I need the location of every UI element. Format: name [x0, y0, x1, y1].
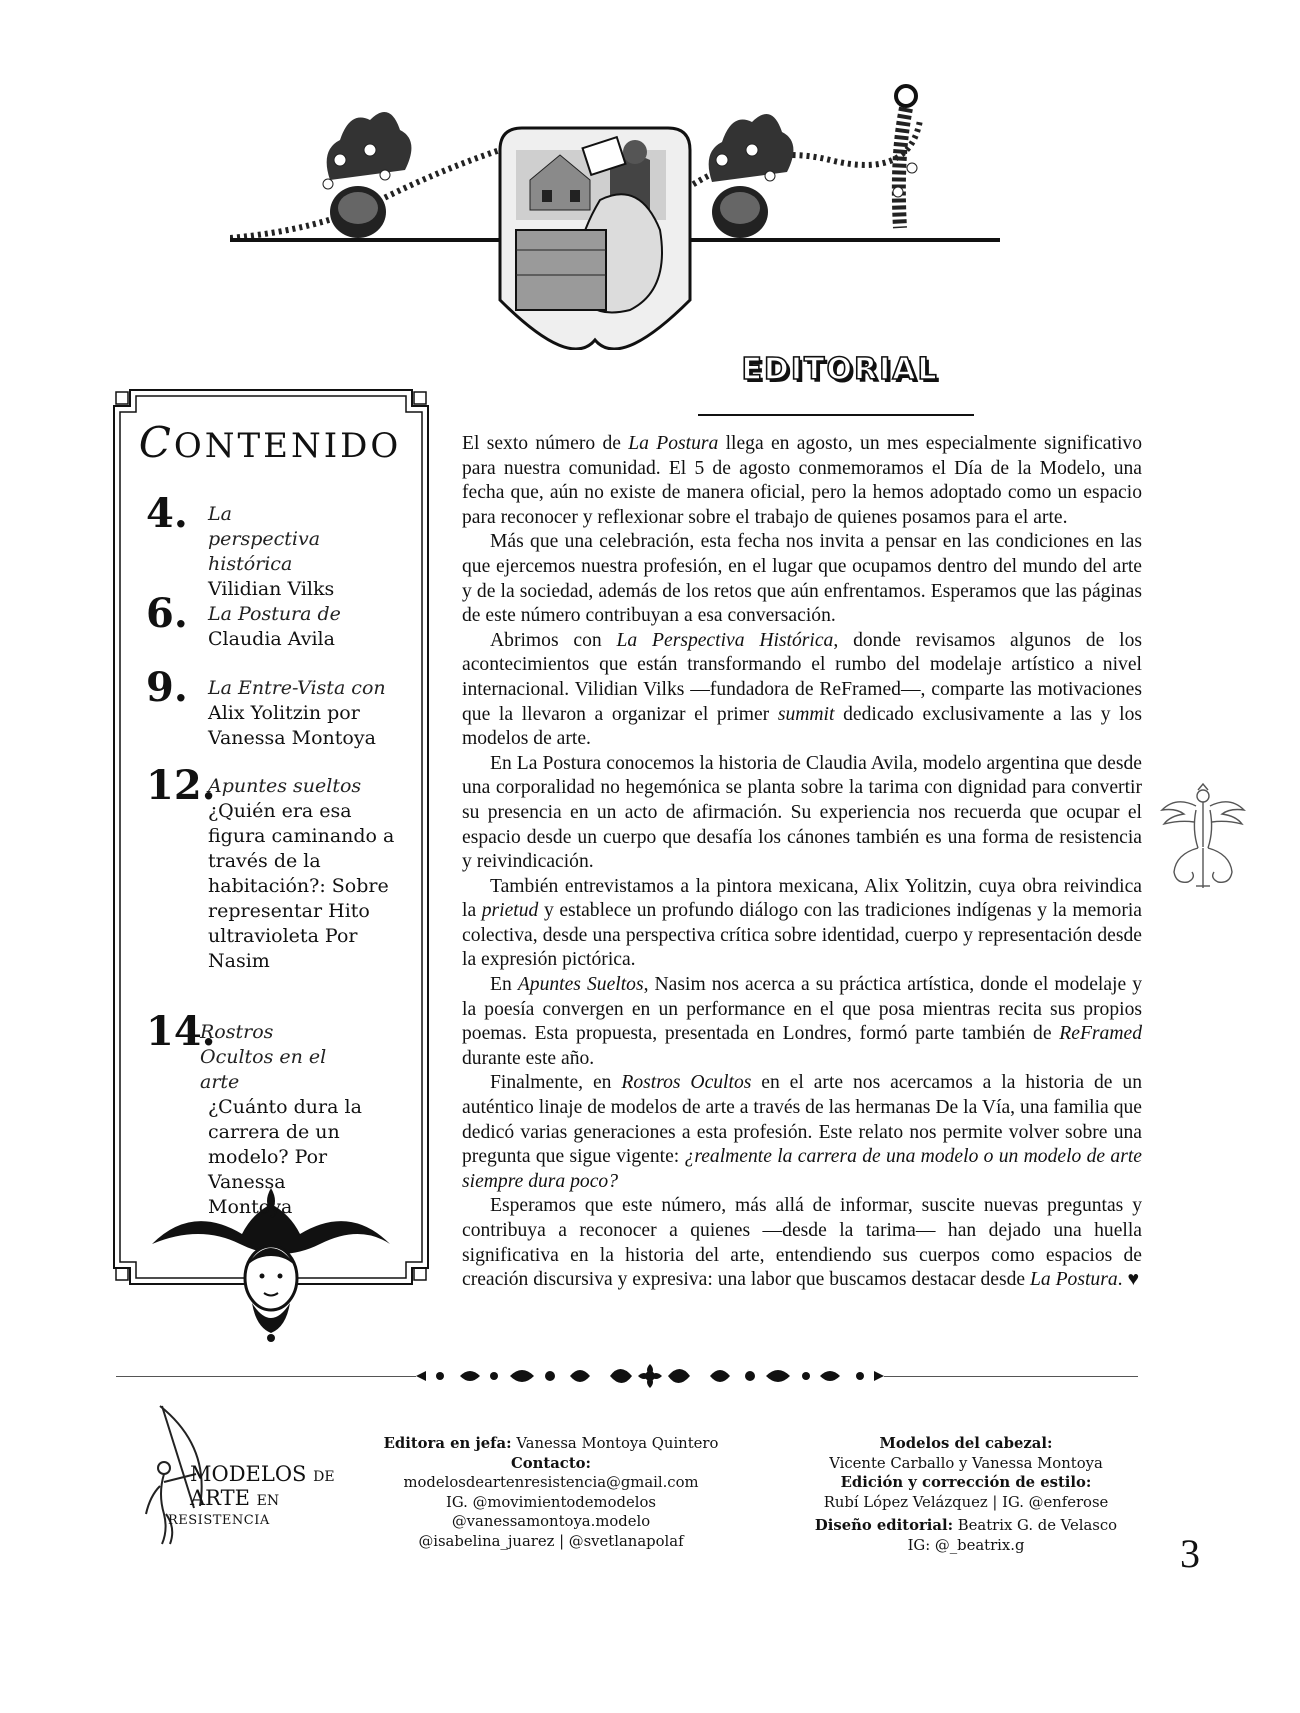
- contact-instagram-3[interactable]: @isabelina_juarez | @svetlanapolaf: [418, 1532, 684, 1550]
- contents-title-rest: ONTENIDO: [173, 426, 402, 466]
- entry-body: [208, 774, 418, 974]
- contents-title: [120, 418, 420, 467]
- entry-section-title: La perspectiva histórica: [208, 503, 321, 575]
- contact-instagram-1[interactable]: IG. @movimientodemodelos: [446, 1493, 656, 1511]
- editorial-title-rule: [698, 414, 974, 416]
- editorial-article: [462, 432, 1142, 1293]
- logo-text-de: DE: [313, 1469, 335, 1485]
- entry-body: [200, 1020, 418, 1220]
- entry-subtitle: Alix Yolitzin por Vanessa Montoya: [208, 702, 376, 749]
- entry-page-number: 4.: [146, 490, 188, 537]
- entry-section-title: Rostros Ocultos en el arte: [200, 1021, 327, 1093]
- contact-email[interactable]: modelosdeartenresistencia@gmail.com: [403, 1474, 699, 1491]
- entry-subtitle: Claudia Avila: [208, 628, 335, 650]
- article-paragraph: En Apuntes Sueltos, Nasim nos acerca a su práctica artística, donde el modelaje y la poesía convergen en un performance en el que posa mientras recita sus propios poemas. Esta propuesta, presentada en Londres, formó parte también de ReFramed durante este año.: [462, 974, 1143, 1069]
- entry-page-number: 9.: [146, 664, 188, 711]
- hanging-garland: [893, 86, 917, 228]
- article-paragraph: Esperamos que este número, más allá de informar, suscite nuevas preguntas y contribuya a reconocer a quienes —desde la tarima— han dejado una huella significativa en la historia del arte, entendiendo sus cuerpos como espacios de creación discursiva y expresiva: una labor que buscamos destacar desde La Postura. ♥: [462, 1195, 1142, 1291]
- winged-figure-ornament: [1158, 782, 1248, 892]
- reading-woman-vignette: [500, 128, 690, 349]
- entry-page-number: 6.: [146, 590, 188, 637]
- header-illustration: [230, 80, 1000, 350]
- editing-label: Edición y corrección de estilo:: [840, 1474, 1092, 1491]
- article-paragraph: Abrimos con La Perspectiva Histórica, donde revisamos algunos de los acontecimientos que están transformando el rumbo del modelaje artístico a nivel internacional. Vilidian Vilks —fundadora de ReFramed—, comparte las motivaciones que la llevaron a organizar el primer summit dedicado exclusivamente a las y los modelos de arte.: [462, 629, 1142, 750]
- contact-label: Contacto:: [510, 1454, 591, 1472]
- logo-text-en: EN: [256, 1493, 280, 1509]
- footer-rule-right: [884, 1376, 1138, 1377]
- entry-page-number: 12.: [146, 762, 216, 809]
- footer-rule-left: [116, 1376, 416, 1377]
- logo-text-arte: ARTE: [190, 1486, 250, 1510]
- article-paragraph: Más que una celebración, esta fecha nos invita a pensar en las condiciones en las que ejercemos nuestra profesión, en el lugar que ocupamos dentro del mundo del arte y de la sociedad, además de los retos que aún enfrentamos. Esperamos que las páginas de este número contribuyan a esa conversación.: [462, 531, 1142, 627]
- modelos-de-arte-logo[interactable]: [140, 1398, 340, 1548]
- design-instagram[interactable]: IG: @_beatrix.g: [907, 1536, 1025, 1554]
- entry-section-title: Apuntes sueltos: [208, 775, 362, 797]
- article-paragraph: También entrevistamos a la pintora mexicana, Alix Yolitzin, cuya obra reivindica la prietud y establece un profundo diálogo con las tradiciones indígenas y la memoria colectiva, desde una perspectiva crítica sobre identidad, cuerpo y representación desde la expresión pictórica.: [462, 875, 1142, 971]
- contents-title-initial: C: [138, 418, 174, 467]
- contact-instagram-2[interactable]: @vanessamontoya.modelo: [451, 1513, 651, 1530]
- floral-divider: [410, 1362, 890, 1390]
- models-label: Modelos del cabezal:: [879, 1435, 1053, 1452]
- editorial-title: EDITORIAL: [741, 352, 939, 387]
- entry-body: [208, 602, 418, 652]
- entry-page-number: 14.: [146, 1008, 216, 1055]
- left-flower-pot: [323, 112, 411, 238]
- editing-names: Rubí López Velázquez | IG. @enferose: [823, 1493, 1109, 1511]
- article-paragraph: El sexto número de La Postura llega en agosto, un mes especialmente significativo para nuestra comunidad. El 5 de agosto conmemoramos el Día de la Modelo, una fecha que, aún no existe de manera oficial, pero la hemos adoptado como un espacio para reconocer y reflexionar sobre el trabajo de quienes posamos para el arte.: [462, 433, 1142, 528]
- entry-body: [208, 502, 418, 602]
- entry-subtitle: Vilidian Vilks: [208, 578, 335, 600]
- entry-subtitle: ¿Cuánto dura la carrera de un modelo? Por Vanessa Montoya: [208, 1096, 362, 1218]
- logo-text-resistencia: RESISTENCIA: [168, 1513, 270, 1528]
- credits-right: [796, 1434, 1136, 1555]
- entry-section-title: La Postura de: [208, 603, 341, 625]
- editor-label: Editora en jefa:: [383, 1435, 512, 1452]
- article-paragraph: En La Postura conocemos la historia de Claudia Avila, modelo argentina que desde una corporalidad no hegemónica se planta sobre la tarima con dignidad para convertir su presencia en un acto de afirmación. Su experiencia nos recuerda que ocupar el espacio desde un cuerpo que desafía los cánones también es una forma de resistencia y reivindicación.: [462, 752, 1142, 873]
- models-names: Vicente Carballo y Vanessa Montoya: [829, 1454, 1103, 1472]
- entry-body: [208, 676, 418, 751]
- entry-section-title: La Entre-Vista con: [208, 677, 386, 699]
- right-flower-pot: [709, 114, 794, 238]
- credits-left: [366, 1434, 736, 1551]
- entry-subtitle: ¿Quién era esa figura caminando a través de la habitación?: Sobre representar Hito ultravioleta Por Nasim: [208, 800, 395, 972]
- design-name: Beatrix G. de Velasco: [957, 1517, 1118, 1534]
- design-label: Diseño editorial:: [814, 1517, 954, 1534]
- article-paragraph: Finalmente, en Rostros Ocultos en el arte nos acercamos a la historia de un auténtico linaje de modelos de arte a través de las hermanas De la Vía, una familia que dedicó varias generaciones a esta profesión. Este relato nos permite volver sobre una pregunta que sigue vigente: ¿realmente la carrera de una modelo o un modelo de arte siempre dura poco?: [462, 1072, 1142, 1192]
- editor-name: Vanessa Montoya Quintero: [516, 1435, 719, 1452]
- logo-text-modelos: MODELOS: [190, 1462, 307, 1486]
- page-number: 3: [1180, 1531, 1200, 1576]
